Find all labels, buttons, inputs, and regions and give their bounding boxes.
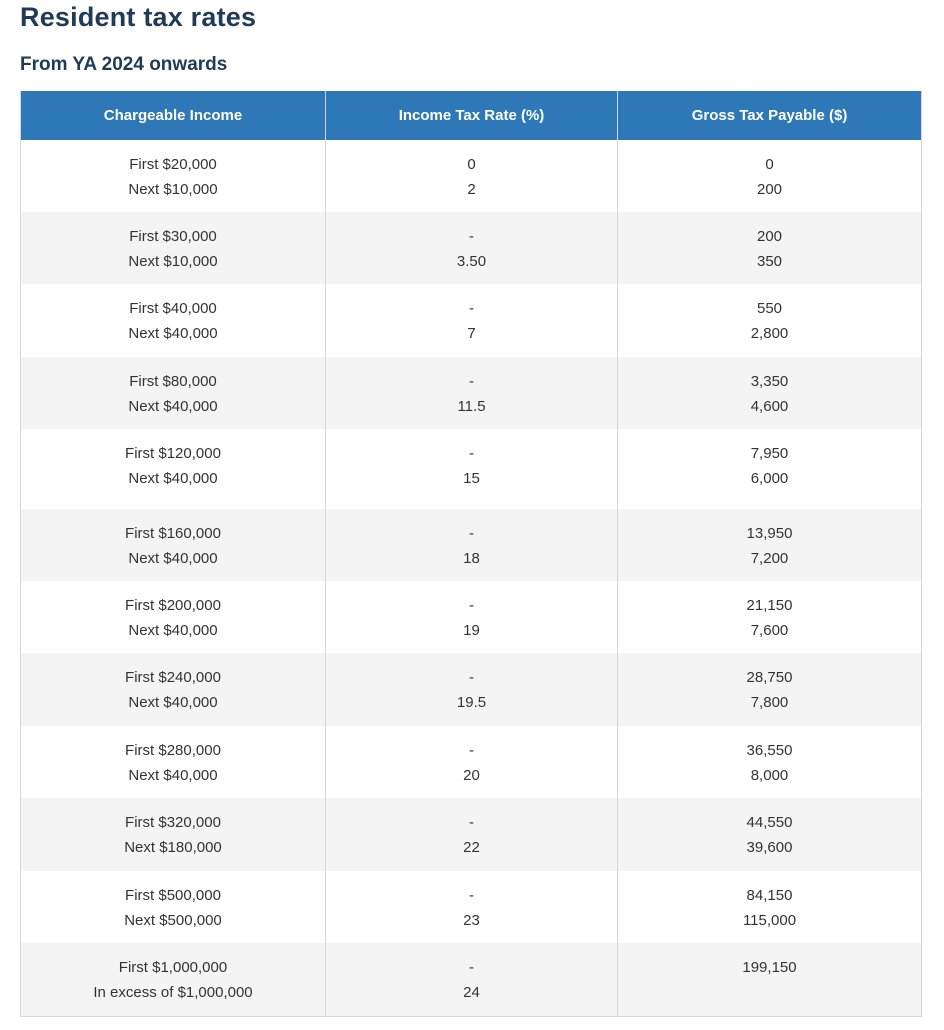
income-tax-rate-cell xyxy=(326,140,618,212)
income-tax-rate-cell-line: - xyxy=(469,525,474,542)
gross-tax-payable-cell xyxy=(618,943,922,1017)
chargeable-income-cell-line: First $280,000 xyxy=(125,742,221,759)
income-tax-rate-cell-line: 24 xyxy=(463,983,480,1001)
table-row xyxy=(21,509,922,581)
income-tax-rate-cell-line: 19.5 xyxy=(456,693,487,711)
chargeable-income-cell-line: Next $500,000 xyxy=(124,911,222,929)
income-tax-rate-cell xyxy=(326,943,618,1017)
table-row xyxy=(21,653,922,726)
gross-tax-payable-cell xyxy=(618,212,922,284)
chargeable-income-cell xyxy=(21,212,326,284)
table-row xyxy=(21,798,922,871)
table-row xyxy=(21,726,922,798)
gross-tax-payable-cell-line: 4,600 xyxy=(750,397,789,415)
income-tax-rate-cell-line: 2 xyxy=(467,180,476,198)
income-tax-rate-cell-line: 0 xyxy=(467,156,476,173)
income-tax-rate-cell-line: 7 xyxy=(467,324,476,342)
gross-tax-payable-cell-line: 84,150 xyxy=(746,887,793,904)
chargeable-income-cell-line: Next $40,000 xyxy=(128,549,218,567)
income-tax-rate-cell-line: 23 xyxy=(463,911,480,929)
chargeable-income-cell-line: First $320,000 xyxy=(125,814,221,831)
gross-tax-payable-cell-line: 28,750 xyxy=(746,669,793,686)
chargeable-income-cell xyxy=(21,581,326,653)
table-body xyxy=(21,140,922,1017)
income-tax-rate-cell-line: - xyxy=(469,887,474,904)
chargeable-income-cell-line: Next $40,000 xyxy=(128,324,218,342)
chargeable-income-cell-line: Next $40,000 xyxy=(128,766,218,784)
table-row xyxy=(21,357,922,429)
header-income-tax-rate: Income Tax Rate (%) xyxy=(326,91,618,140)
table-row xyxy=(21,140,922,212)
income-tax-rate-cell xyxy=(326,653,618,726)
income-tax-rate-cell-line: - xyxy=(469,597,474,614)
chargeable-income-cell-line: First $120,000 xyxy=(125,445,221,462)
income-tax-rate-cell-line: 11.5 xyxy=(457,397,486,415)
income-tax-rate-cell xyxy=(326,581,618,653)
gross-tax-payable-cell xyxy=(618,653,922,726)
gross-tax-payable-cell-line: 7,200 xyxy=(750,549,789,567)
chargeable-income-cell-line: Next $40,000 xyxy=(128,693,218,711)
page-subtitle: From YA 2024 onwards xyxy=(20,54,228,75)
gross-tax-payable-cell-line: 200 xyxy=(756,180,783,198)
chargeable-income-cell xyxy=(21,943,326,1017)
chargeable-income-cell-line: Next $10,000 xyxy=(128,180,218,198)
chargeable-income-cell-line: In excess of $1,000,000 xyxy=(93,983,253,1001)
chargeable-income-cell xyxy=(21,357,326,429)
chargeable-income-cell-line: First $20,000 xyxy=(129,156,217,173)
gross-tax-payable-cell-line: 7,600 xyxy=(750,621,789,639)
gross-tax-payable-cell-line: 21,150 xyxy=(746,597,793,614)
chargeable-income-cell-line: First $500,000 xyxy=(125,887,221,904)
chargeable-income-cell-line: Next $40,000 xyxy=(128,621,218,639)
gross-tax-payable-cell xyxy=(618,357,922,429)
table-row xyxy=(21,581,922,653)
gross-tax-payable-cell-line: 115,000 xyxy=(742,911,797,929)
gross-tax-payable-cell-line: 7,950 xyxy=(750,445,789,462)
income-tax-rate-cell-line: 19 xyxy=(463,621,480,639)
chargeable-income-cell-line: First $160,000 xyxy=(125,525,221,542)
chargeable-income-cell-line: First $30,000 xyxy=(129,228,217,245)
chargeable-income-cell-line: Next $180,000 xyxy=(124,838,222,856)
chargeable-income-cell-line: Next $40,000 xyxy=(128,469,218,487)
income-tax-rate-cell xyxy=(326,284,618,357)
income-tax-rate-cell xyxy=(326,871,618,943)
gross-tax-payable-cell xyxy=(618,140,922,212)
income-tax-rate-cell-line: - xyxy=(469,228,474,245)
chargeable-income-cell xyxy=(21,871,326,943)
header-chargeable-income: Chargeable Income xyxy=(21,91,326,140)
income-tax-rate-cell-line: - xyxy=(469,669,474,686)
chargeable-income-cell-line: First $80,000 xyxy=(129,373,217,390)
chargeable-income-cell xyxy=(21,509,326,581)
gross-tax-payable-cell xyxy=(618,798,922,871)
gross-tax-payable-cell-line: 350 xyxy=(756,252,783,270)
chargeable-income-cell xyxy=(21,726,326,798)
income-tax-rate-cell-line: 22 xyxy=(463,838,480,856)
income-tax-rate-cell xyxy=(326,429,618,509)
gross-tax-payable-cell-line: 200 xyxy=(756,228,783,245)
gross-tax-payable-cell-line: 44,550 xyxy=(746,814,793,831)
chargeable-income-cell-line: First $200,000 xyxy=(125,597,221,614)
income-tax-rate-cell-line: - xyxy=(469,742,474,759)
gross-tax-payable-cell xyxy=(618,509,922,581)
chargeable-income-cell xyxy=(21,653,326,726)
gross-tax-payable-cell xyxy=(618,581,922,653)
gross-tax-payable-cell-line: 8,000 xyxy=(750,766,789,784)
table-header-row xyxy=(21,91,922,140)
chargeable-income-cell-line: First $40,000 xyxy=(129,300,217,317)
table-row xyxy=(21,429,922,509)
chargeable-income-cell-line: Next $10,000 xyxy=(128,252,218,270)
income-tax-rate-cell xyxy=(326,726,618,798)
gross-tax-payable-cell-line: 3,350 xyxy=(750,373,789,390)
page-title: Resident tax rates xyxy=(20,2,257,32)
chargeable-income-cell xyxy=(21,140,326,212)
gross-tax-payable-cell-line: 199,150 xyxy=(742,959,797,976)
chargeable-income-cell xyxy=(21,284,326,357)
chargeable-income-cell-line: First $1,000,000 xyxy=(118,959,228,976)
header-gross-tax-payable: Gross Tax Payable ($) xyxy=(618,91,922,140)
income-tax-rate-cell xyxy=(326,798,618,871)
chargeable-income-cell-line: First $240,000 xyxy=(125,669,221,686)
gross-tax-payable-cell xyxy=(618,429,922,509)
income-tax-rate-cell xyxy=(326,509,618,581)
income-tax-rate-cell-line: 3.50 xyxy=(456,252,487,270)
income-tax-rate-cell-line: - xyxy=(469,445,474,462)
table-row xyxy=(21,284,922,357)
gross-tax-payable-cell-line: 6,000 xyxy=(750,469,789,487)
income-tax-rate-cell-line: - xyxy=(469,300,474,317)
table-row xyxy=(21,212,922,284)
gross-tax-payable-cell-line: 7,800 xyxy=(750,693,789,711)
income-tax-rate-cell-line: - xyxy=(469,959,474,976)
gross-tax-payable-cell-line: 13,950 xyxy=(746,525,793,542)
gross-tax-payable-cell-line: 36,550 xyxy=(746,742,793,759)
income-tax-rate-cell-line: 15 xyxy=(463,469,480,487)
table-row xyxy=(21,943,922,1017)
income-tax-rate-cell-line: 18 xyxy=(463,549,480,567)
income-tax-rate-cell-line: 20 xyxy=(463,766,480,784)
gross-tax-payable-cell-line: 2,800 xyxy=(750,324,789,342)
income-tax-rate-cell xyxy=(326,357,618,429)
income-tax-rate-cell-line: - xyxy=(469,373,474,390)
gross-tax-payable-cell-line: 0 xyxy=(765,156,774,173)
gross-tax-payable-cell xyxy=(618,284,922,357)
income-tax-rate-cell-line: - xyxy=(469,814,474,831)
table-row xyxy=(21,871,922,943)
income-tax-rate-cell xyxy=(326,212,618,284)
chargeable-income-cell-line: Next $40,000 xyxy=(128,397,218,415)
chargeable-income-cell xyxy=(21,429,326,509)
gross-tax-payable-cell xyxy=(618,871,922,943)
tax-rates-table xyxy=(20,91,922,1017)
gross-tax-payable-cell xyxy=(618,726,922,798)
chargeable-income-cell xyxy=(21,798,326,871)
gross-tax-payable-cell-line: 39,600 xyxy=(746,838,793,856)
table-header xyxy=(21,91,922,140)
gross-tax-payable-cell-line: 550 xyxy=(756,300,783,317)
